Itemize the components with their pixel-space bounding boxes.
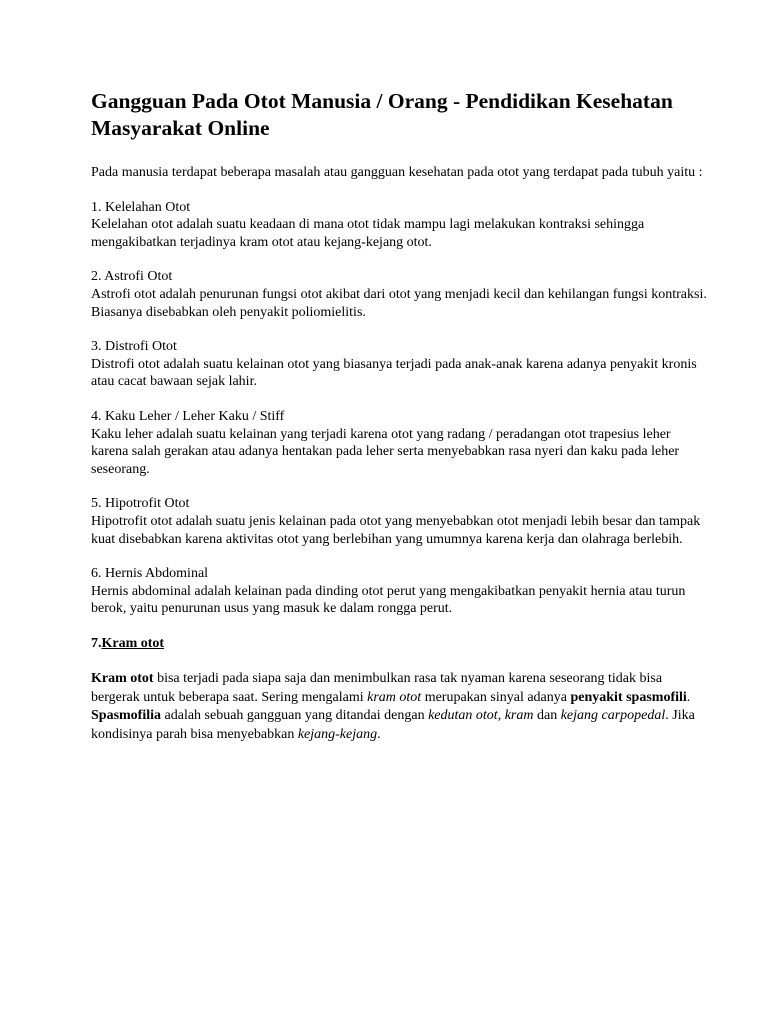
section-heading: 4. Kaku Leher / Leher Kaku / Stiff [91, 408, 285, 424]
section-text: Hipotrofit otot adalah suatu jenis kelainan pada otot yang menyebabkan otot menjadi lebih besar dan tampak kuat disebabkan karena aktivitas otot yang berlebihan yang umumnya karena kerja dan olahraga berlebih. [91, 513, 701, 547]
section-distrofi-otot [91, 338, 708, 391]
section-heading: 3. Distrofi Otot [91, 339, 177, 355]
intro-paragraph: Pada manusia terdapat beberapa masalah atau gangguan kesehatan pada otot yang terdapat pada tubuh yaitu : [91, 165, 703, 180]
section-heading-kram-otot [91, 635, 708, 653]
italic-term: kram otot [367, 689, 422, 705]
bold-term: Spasmofilia [91, 708, 162, 724]
section-kelelahan-otot [91, 199, 708, 252]
section-astrofi-otot [91, 268, 708, 321]
bold-term: Kram otot [91, 671, 154, 687]
section-text: Astrofi otot adalah penurunan fungsi otot akibat dari otot yang menjadi kecil dan kehilangan fungsi kontraksi. Biasanya disebabkan oleh penyakit poliomielitis. [91, 286, 707, 320]
kram-otot-paragraph [91, 670, 708, 744]
section-kaku-leher [91, 408, 708, 478]
document-title: Gangguan Pada Otot Manusia / Orang - Pendidikan Kesehatan Masyarakat Online [91, 89, 673, 140]
bold-term: penyakit spasmofili [570, 689, 687, 705]
section-heading: 1. Kelelahan Otot [91, 199, 191, 215]
italic-term: kejang-kejang [297, 726, 378, 742]
section-number: 7. [91, 635, 102, 651]
italic-term: kejang carpopedal [560, 708, 666, 724]
section-text: Distrofi otot adalah suatu kelainan otot yang biasanya terjadi pada anak-anak karena adanya penyakit kronis atau cacat bawaan sejak lahir. [91, 356, 697, 390]
text-run: adalah sebuah gangguan yang ditandai dengan [161, 708, 429, 724]
text-run: . [686, 689, 691, 705]
section-text: Hernis abdominal adalah kelainan pada dinding otot perut yang mengakibatkan penyakit hernia atau turun berok, yaitu penurunan usus yang masuk ke dalam rongga perut. [91, 583, 686, 617]
section-hernis-abdominal [91, 565, 708, 618]
section-heading: 6. Hernis Abdominal [91, 566, 209, 582]
italic-term: kram [504, 708, 534, 724]
text-run: . [377, 726, 381, 742]
section-heading: 5. Hipotrofit Otot [91, 496, 190, 512]
section-text: Kelelahan otot adalah suatu keadaan di mana otot tidak mampu lagi melakukan kontraksi sehingga mengakibatkan terjadinya kram otot atau kejang-kejang otot. [91, 217, 645, 250]
italic-term: kedutan otot [428, 708, 498, 724]
kram-otot-link[interactable]: Kram otot [101, 635, 165, 651]
section-text: Kaku leher adalah suatu kelainan yang terjadi karena otot yang radang / peradangan otot trapesius leher karena salah gerakan atau adanya hentakan pada leher serta menyebabkan rasa nyeri dan kaku pada leher seseorang. [91, 426, 680, 477]
section-hipotrofit-otot [91, 495, 708, 548]
text-run: dan [533, 708, 561, 724]
text-run: bisa terjadi pada siapa saja dan menimbulkan rasa tak nyaman karena seseorang tidak bisa bergerak untuk beberapa saat. Sering mengalami [91, 671, 663, 705]
text-run: merupakan sinyal adanya [421, 689, 571, 705]
text-run: . Jika kondisinya parah bisa menyebabkan [91, 708, 695, 742]
section-heading: 2. Astrofi Otot [91, 269, 173, 285]
text-run: , [497, 708, 505, 724]
